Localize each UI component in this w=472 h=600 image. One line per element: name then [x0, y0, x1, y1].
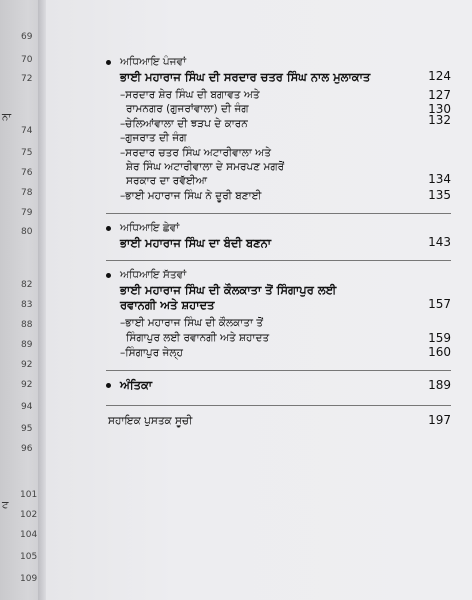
- prev-page-number: 74: [21, 126, 33, 136]
- divider: [106, 260, 451, 261]
- table-of-contents: [106, 55, 451, 431]
- prev-page-number: 75: [21, 148, 33, 158]
- subsection-text: –ਭਾਈ ਮਹਾਰਾਜ ਸਿੰਘ ਨੇ ਦੂਰੀ ਬਣਾਈ: [120, 190, 262, 202]
- chapter-7-title-line-2: ਰਵਾਨਗੀ ਅਤੇ ਸ਼ਹਾਦਤ: [120, 298, 215, 312]
- prev-page-number: 92: [21, 380, 33, 390]
- previous-page-edge: [0, 0, 40, 600]
- subsection-5-line-3: [120, 174, 451, 189]
- chapter-6-page: 143: [428, 235, 451, 249]
- chapter-6-label: ਅਧਿਆਇ ਛੇਵਾਂ: [120, 222, 180, 234]
- subsection-3: [120, 113, 451, 131]
- bullet-icon: [106, 226, 111, 231]
- subsection-text: –ਸਰਦਾਰ ਚਤਰ ਸਿੰਘ ਅਟਾਰੀਵਾਲਾ ਅਤੇ: [120, 147, 271, 159]
- bibliography-page: 197: [428, 413, 451, 427]
- bibliography-title: ਸਹਾਇਕ ਪੁਸਤਕ ਸੂਚੀ: [108, 415, 193, 427]
- subsection-7-2: [120, 346, 451, 361]
- subsection-7-1-line-1: [120, 316, 451, 331]
- subsection-text: ਸਰਕਾਰ ਦਾ ਰਵੱਈਆ: [126, 175, 208, 187]
- subsection-page: 132: [428, 113, 451, 127]
- chapter-5-entry: [106, 55, 451, 85]
- chapter-7-page: 157: [428, 297, 451, 311]
- subsection-page: 127: [428, 88, 451, 102]
- chapter-5-title: ਭਾਈ ਮਹਾਰਾਜ ਸਿੰਘ ਦੀ ਸਰਦਾਰ ਚਤਰ ਸਿੰਘ ਨਾਲ ਮੁਲਾਕਾਤ: [120, 70, 371, 84]
- prev-page-number: 69: [21, 32, 33, 42]
- divider: [106, 213, 451, 214]
- subsection-6: [120, 189, 451, 204]
- prev-page-number: 80: [21, 227, 33, 237]
- subsection-4: [120, 131, 451, 146]
- prev-page-fragment: ਨਾ: [2, 112, 12, 123]
- subsection-text: ਸਿੰਗਾਪੁਰ ਲਈ ਰਵਾਨਗੀ ਅਤੇ ਸ਼ਹਾਦਤ: [126, 332, 270, 344]
- divider: [106, 370, 451, 371]
- subsection-2: [120, 102, 451, 117]
- prev-page-number: 83: [21, 300, 33, 310]
- chapter-5-label: ਅਧਿਆਇ ਪੰਜਵਾਂ: [120, 56, 187, 68]
- chapter-6-entry: [106, 221, 451, 251]
- prev-page-number: 94: [21, 402, 33, 412]
- prev-page-number: 76: [21, 168, 33, 178]
- subsection-page: 130: [428, 102, 451, 116]
- prev-page-number: 70: [21, 55, 33, 65]
- subsection-text: –ਚੇਲਿਆਂਵਾਲਾ ਦੀ ਝੜਪ ਦੇ ਕਾਰਨ: [120, 118, 248, 130]
- prev-page-number: 88: [21, 320, 33, 330]
- bullet-icon: [106, 273, 111, 278]
- prev-page-number: 95: [21, 424, 33, 434]
- prev-page-number: 109: [20, 574, 38, 584]
- subsection-text: ਰਾਮਨਗਰ (ਗੁਜਰਾਂਵਾਲਾ) ਦੀ ਜੰਗ: [126, 103, 249, 115]
- prev-page-number: 105: [20, 552, 38, 562]
- chapter-5-page: 124: [428, 69, 451, 83]
- subsection-page: 135: [428, 188, 451, 202]
- subsection-1-line-1: [120, 88, 451, 102]
- toc-page: [46, 0, 472, 600]
- prev-page-number: 79: [21, 208, 33, 218]
- chapter-7-subsections: [106, 316, 451, 361]
- chapter-5-subsections: [106, 88, 451, 204]
- subsection-5: [120, 146, 451, 160]
- subsection-text: –ਗੁਜਰਾਤ ਦੀ ਜੰਗ: [120, 132, 187, 144]
- appendix-title: ਅੰਤਿਕਾ: [120, 378, 153, 392]
- bibliography-entry: [106, 413, 451, 431]
- subsection-page: 134: [428, 172, 451, 186]
- subsection-5-line-2: [120, 160, 451, 174]
- chapter-7-title-line-1: ਭਾਈ ਮਹਾਰਾਜ ਸਿੰਘ ਦੀ ਕੌਲਕਾਤਾ ਤੋਂ ਸਿੰਗਾਪੁਰ ਲਈ: [120, 283, 337, 297]
- divider: [106, 405, 451, 406]
- prev-page-number: 96: [21, 444, 33, 454]
- bullet-icon: [106, 60, 111, 65]
- prev-page-number: 89: [21, 340, 33, 350]
- appendix-page: 189: [428, 378, 451, 392]
- appendix-entry: [106, 378, 451, 396]
- chapter-6-title: ਭਾਈ ਮਹਾਰਾਜ ਸਿੰਘ ਦਾ ਬੰਦੀ ਬਣਨਾ: [120, 236, 272, 250]
- subsection-page: 160: [428, 345, 451, 359]
- prev-page-number: 92: [21, 360, 33, 370]
- chapter-7-entry: [106, 268, 451, 313]
- prev-page-fragment: ਟ: [2, 500, 9, 511]
- bullet-icon: [106, 383, 111, 388]
- subsection-text: –ਭਾਈ ਮਹਾਰਾਜ ਸਿੰਘ ਦੀ ਕੌਲਕਾਤਾ ਤੋਂ: [120, 317, 264, 329]
- subsection-text: ਸ਼ੇਰ ਸਿੰਘ ਅਟਾਰੀਵਾਲਾ ਦੇ ਸਮਰਪਣ ਮਗਰੋਂ: [126, 161, 285, 173]
- prev-page-number: 78: [21, 188, 33, 198]
- prev-page-number: 82: [21, 280, 33, 290]
- prev-page-number: 72: [21, 74, 33, 84]
- prev-page-number: 102: [20, 510, 38, 520]
- subsection-text: –ਸਰਦਾਰ ਸ਼ੇਰ ਸਿੰਘ ਦੀ ਬਗਾਵਤ ਅਤੇ: [120, 89, 260, 101]
- prev-page-number: 104: [20, 530, 38, 540]
- prev-page-number: 101: [20, 490, 38, 500]
- subsection-page: 159: [428, 331, 451, 345]
- chapter-7-label: ਅਧਿਆਇ ਸੱਤਵਾਂ: [120, 269, 187, 281]
- subsection-text: –ਸਿੰਗਾਪੁਰ ਜੇਲ੍ਹ: [120, 347, 183, 359]
- subsection-7-1-line-2: [120, 331, 451, 346]
